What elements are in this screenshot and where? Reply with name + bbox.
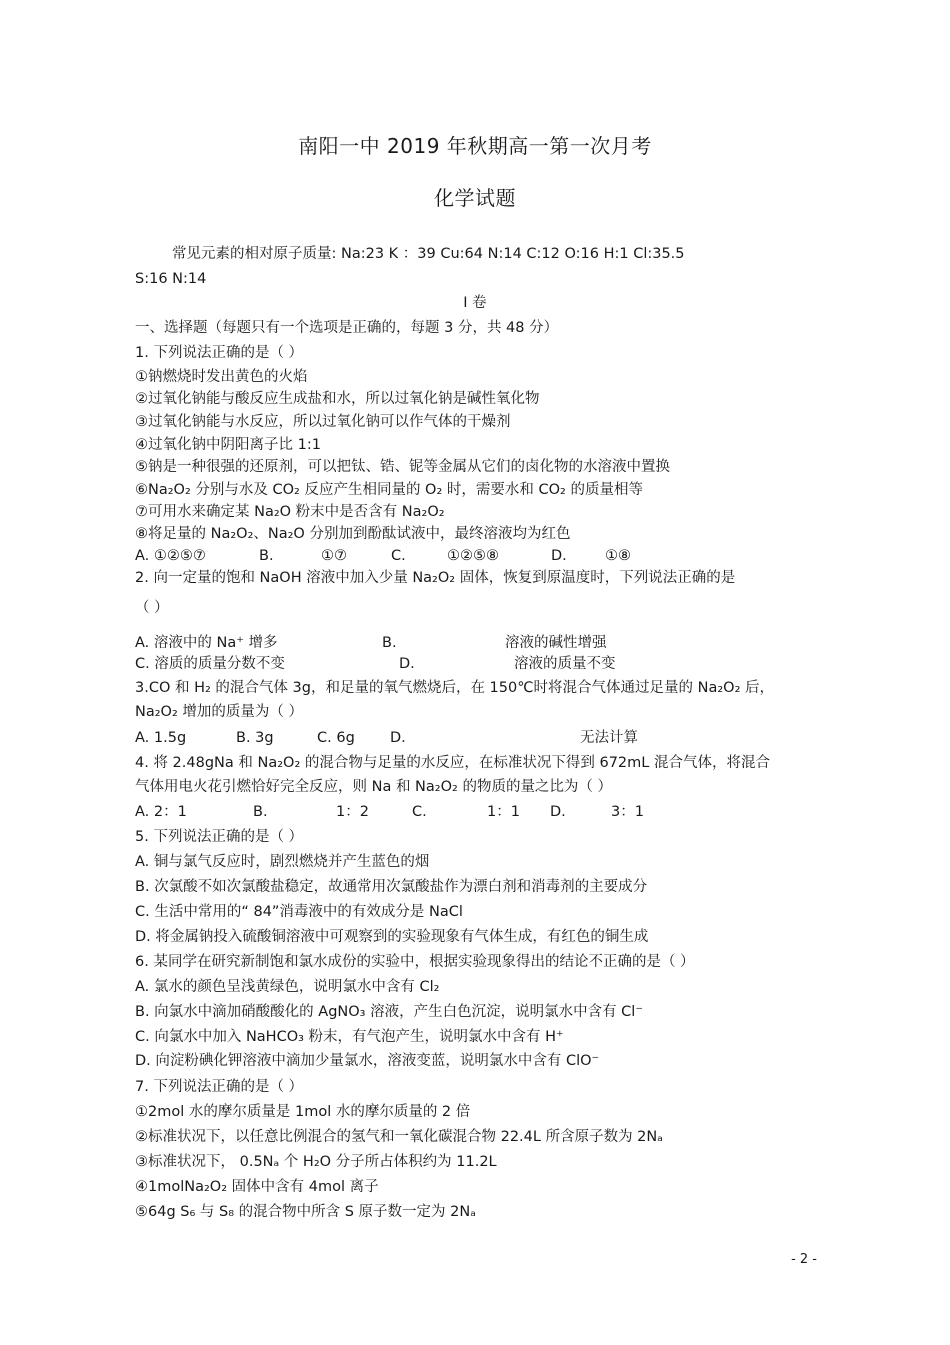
q4-stem-line1: 4. 将 2.48gNa 和 Na₂O₂ 的混合物与足量的水反应，在标准状况下得到 672mL 混合气体，将混合	[135, 755, 770, 771]
q4-option-a: A. 2：1	[135, 804, 187, 820]
page-number: - 2 -	[791, 1252, 817, 1267]
q1-item: ⑧将足量的 Na₂O₂、Na₂O 分别加到酚酞试液中，最终溶液均为红色	[135, 526, 571, 542]
q1-item: ④过氧化钠中阴阳离子比 1:1	[135, 437, 321, 453]
q5-option: D. 将金属钠投入硫酸铜溶液中可观察到的实验现象有气体生成，有红色的铜生成	[135, 929, 649, 945]
q5-option: B. 次氯酸不如次氯酸盐稳定，故通常用次氯酸盐作为漂白剂和消毒剂的主要成分	[135, 879, 648, 895]
q1-item: ⑦可用水来确定某 Na₂O 粉末中是否含有 Na₂O₂	[135, 504, 445, 520]
q2-option-d-text: 溶液的质量不变	[514, 656, 616, 672]
q6-option: B. 向氯水中滴加硝酸酸化的 AgNO₃ 溶液，产生白色沉淀，说明氯水中含有 Cl⁻	[135, 1004, 643, 1020]
exam-title: 南阳一中 2019 年秋期高一第一次月考	[298, 134, 652, 158]
q1-option-b-text: ①⑦	[321, 548, 347, 564]
q5-option: C. 生活中常用的“ 84”消毒液中的有效成分是 NaCl	[135, 904, 463, 920]
q1-option-b-letter: B.	[259, 548, 274, 564]
q1-stem: 1. 下列说法正确的是（ ）	[135, 345, 304, 361]
q1-option-d-text: ①⑧	[605, 548, 631, 564]
q3-option-d-letter: D.	[390, 730, 406, 746]
q6-option: A. 氯水的颜色呈浅黄绿色，说明氯水中含有 Cl₂	[135, 979, 440, 995]
q1-item: ⑤钠是一种很强的还原剂，可以把钛、锆、铌等金属从它们的卤化物的水溶液中置换	[135, 459, 670, 475]
q5-option: A. 铜与氯气反应时，剧烈燃烧并产生蓝色的烟	[135, 854, 430, 870]
q6-option: C. 向氯水中加入 NaHCO₃ 粉末，有气泡产生，说明氯水中含有 H⁺	[135, 1029, 564, 1045]
q1-item: ①钠燃烧时发出黄色的火焰	[135, 369, 308, 385]
q2-stem: 2. 向一定量的饱和 NaOH 溶液中加入少量 Na₂O₂ 固体，恢复到原温度时，下列说法正确的是	[135, 570, 736, 586]
q3-stem-line2: Na₂O₂ 增加的质量为（ ）	[135, 704, 303, 720]
section-heading: 一、选择题（每题只有一个选项是正确的，每题 3 分，共 48 分）	[135, 320, 559, 336]
exam-subtitle: 化学试题	[434, 186, 516, 210]
q4-option-d-text: 3：1	[611, 804, 644, 820]
q6-stem: 6. 某同学在研究新制饱和氯水成份的实验中，根据实验现象得出的结论不正确的是（ ）	[135, 954, 695, 970]
q3-option-c: C. 6g	[317, 730, 355, 746]
q1-option-c-letter: C.	[391, 548, 406, 564]
q3-stem-line1: 3.CO 和 H₂ 的混合气体 3g，和足量的氧气燃烧后，在 150℃时将混合气体通过足量的 Na₂O₂ 后，	[135, 680, 775, 696]
q7-item: ①2mol 水的摩尔质量是 1mol 水的摩尔质量的 2 倍	[135, 1104, 471, 1120]
q3-option-b: B. 3g	[236, 730, 274, 746]
q2-option-a: A. 溶液中的 Na⁺ 增多	[135, 635, 278, 651]
q4-option-c-text: 1：1	[487, 804, 520, 820]
q2-option-d-letter: D.	[399, 656, 415, 672]
q2-option-c: C. 溶质的质量分数不变	[135, 656, 285, 672]
volume-label: I 卷	[463, 295, 487, 311]
q5-stem: 5. 下列说法正确的是（ ）	[135, 829, 304, 845]
q1-option-d-letter: D.	[551, 548, 567, 564]
q2-option-b-letter: B.	[382, 635, 397, 651]
q1-item: ②过氧化钠能与酸反应生成盐和水，所以过氧化钠是碱性氧化物	[135, 391, 540, 407]
q2-option-b-text: 溶液的碱性增强	[505, 635, 607, 651]
q4-option-c-letter: C.	[412, 804, 427, 820]
q7-item: ⑤64g S₆ 与 S₈ 的混合物中所含 S 原子数一定为 2Nₐ	[135, 1204, 476, 1220]
atomic-masses-line1: 常见元素的相对原子质量: Na:23 K ：39 Cu:64 N:14 C:12 O:16 H:1 Cl:35.5	[172, 246, 685, 262]
q4-option-b-text: 1：2	[336, 804, 369, 820]
q7-stem: 7. 下列说法正确的是（ ）	[135, 1079, 304, 1095]
atomic-masses-line2: S:16 N:14	[135, 271, 207, 287]
q3-option-d-text: 无法计算	[580, 730, 638, 746]
q4-option-d-letter: D.	[550, 804, 566, 820]
q6-option: D. 向淀粉碘化钾溶液中滴加少量氯水，溶液变蓝，说明氯水中含有 ClO⁻	[135, 1053, 600, 1069]
q7-item: ③标准状况下， 0.5Nₐ 个 H₂O 分子所占体积约为 11.2L	[135, 1154, 497, 1170]
q7-item: ②标准状况下，以任意比例混合的氢气和一氧化碳混合物 22.4L 所含原子数为 2Nₐ	[135, 1129, 663, 1145]
q1-item: ③过氧化钠能与水反应，所以过氧化钠可以作气体的干燥剂	[135, 414, 511, 430]
q1-option-a: A. ①②⑤⑦	[135, 548, 206, 564]
q2-answer-paren: （ ）	[135, 600, 169, 616]
q4-option-b-letter: B.	[253, 804, 268, 820]
q1-item: ⑥Na₂O₂ 分别与水及 CO₂ 反应产生相同量的 O₂ 时，需要水和 CO₂ 的质量相等	[135, 482, 643, 498]
q7-item: ④1molNa₂O₂ 固体中含有 4mol 离子	[135, 1179, 379, 1195]
q3-option-a: A. 1.5g	[135, 730, 187, 746]
q1-option-c-text: ①②⑤⑧	[447, 548, 499, 564]
q4-stem-line2: 气体用电火花引燃恰好完全反应，则 Na 和 Na₂O₂ 的物质的量之比为（ ）	[135, 779, 613, 795]
